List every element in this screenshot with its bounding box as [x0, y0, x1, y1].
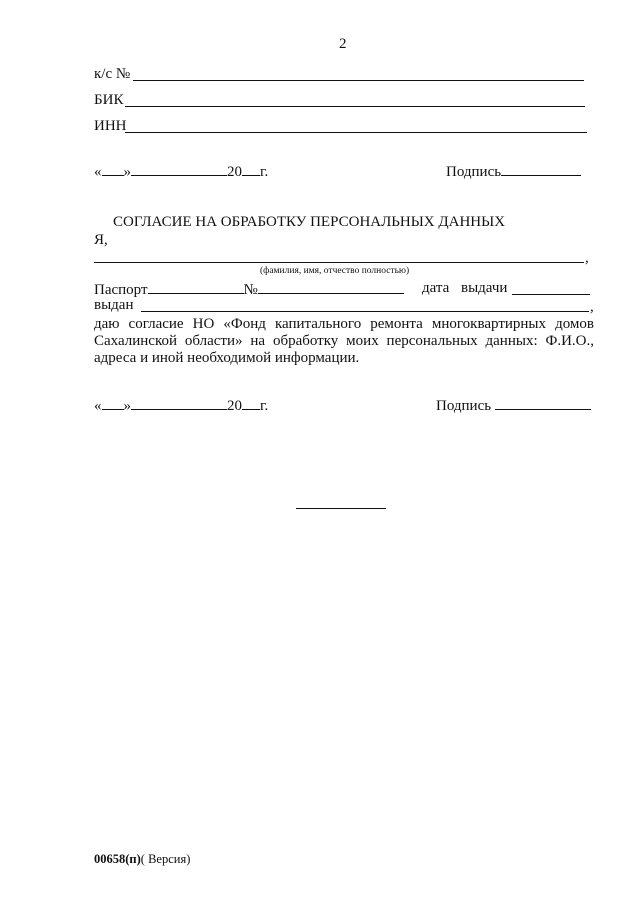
date-row-1: [94, 162, 268, 181]
footer-code: [94, 851, 190, 868]
bik-blank-line: [125, 106, 585, 107]
date-label: дата: [422, 280, 450, 296]
passport-label: Паспорт: [94, 282, 148, 298]
ks-blank-line: [133, 80, 584, 81]
bik-label: БИК: [94, 92, 124, 108]
signature-label: Подпись: [446, 164, 502, 180]
consent-title: СОГЛАСИЕ НА ОБРАБОТКУ ПЕРСОНАЛЬНЫХ ДАННЫХ: [113, 214, 506, 230]
fio-comma: ,: [585, 250, 589, 266]
ks-label: к/с №: [94, 66, 131, 82]
day-blank: [102, 162, 124, 176]
inn-label: ИНН: [94, 118, 127, 134]
number-label: №: [243, 282, 258, 298]
fio-hint: (фамилия, имя, отчество полностью): [260, 266, 410, 276]
document-code: 00658(п): [94, 852, 141, 866]
date-row-2: [94, 396, 268, 415]
end-separator: [296, 508, 386, 509]
version-label: ( Версия): [140, 852, 191, 866]
year-prefix: 20: [227, 398, 242, 414]
open-quote: «: [94, 398, 102, 414]
day-blank: [102, 396, 124, 410]
signature-row-2: [436, 396, 591, 415]
signature-blank: [501, 162, 581, 176]
passport-series-blank: [148, 280, 244, 294]
close-quote: »: [123, 398, 131, 414]
issue-label: выдачи: [461, 280, 508, 296]
close-quote: »: [123, 164, 131, 180]
page-number: 2: [339, 36, 347, 52]
issued-by-comma: ,: [590, 299, 594, 315]
month-blank: [131, 396, 227, 410]
issued-by-blank-line: [141, 311, 589, 312]
open-quote: «: [94, 164, 102, 180]
issued-by-label: выдан: [94, 297, 134, 313]
year-blank: [242, 162, 260, 176]
year-blank: [242, 396, 260, 410]
year-prefix: 20: [227, 164, 242, 180]
fio-blank-line: [94, 262, 584, 263]
consent-body: даю согласие НО «Фонд капитального ремонта многоквартирных домов Сахалинской области» на обработку моих персональных данных: Ф.И.О., адреса и иной необходимой информации.: [94, 316, 594, 366]
inn-blank-line: [125, 132, 587, 133]
year-suffix: г.: [260, 398, 269, 414]
issue-date-blank-line: [512, 294, 590, 295]
month-blank: [131, 162, 227, 176]
passport-number-blank: [258, 280, 404, 294]
i-label: Я,: [94, 232, 108, 248]
signature-label: Подпись: [436, 398, 492, 414]
signature-blank: [495, 396, 591, 410]
signature-row-1: [446, 162, 581, 181]
passport-row: [94, 280, 404, 299]
year-suffix: г.: [260, 164, 269, 180]
